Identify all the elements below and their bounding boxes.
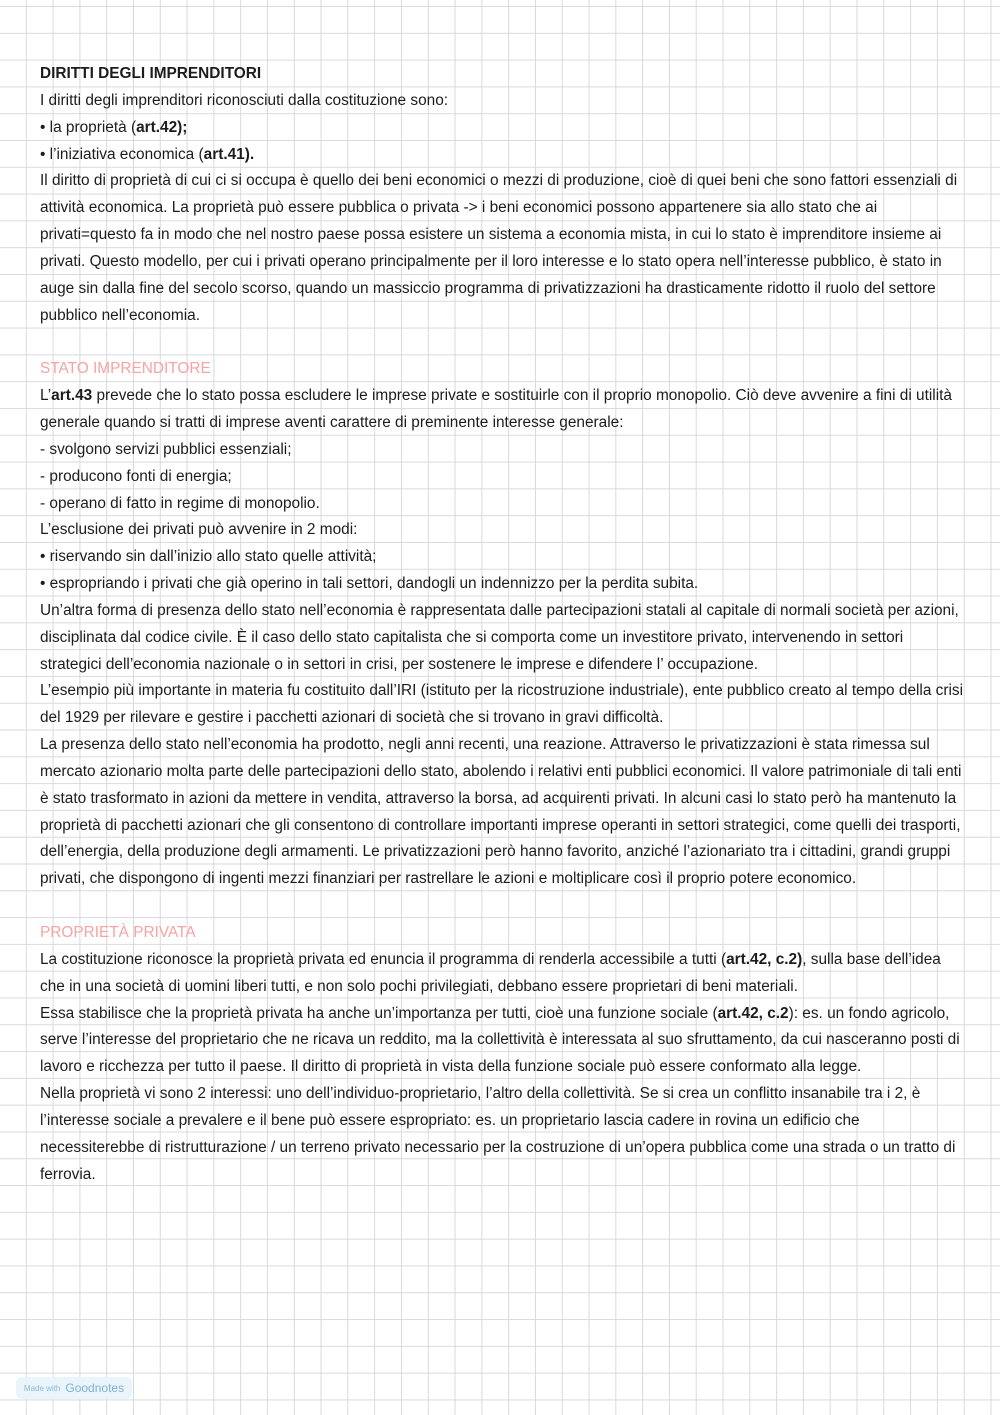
bullet-item [40,115,965,142]
body-paragraph: Nella proprietà vi sono 2 interessi: uno dell’individuo-proprietario, l’altro della collettività. Se si crea un conflitto insanabile tra i 2, è l’interesse sociale a prevalere e il bene può essere espropriato: es. un proprietario lascia cadere in rovina un edificio che necessiterebbe di ristrutturazione / un terreno privato necessario per la costruzione di un’opera pubblica come una strada o un tratto di ferrovia. [40,1085,956,1183]
bullet-text: • la proprietà ( [40,118,137,136]
section-spacer [40,329,965,356]
text-span: , sulla base dell’idea che in una società di uomini liberi tutti, e non solo pochi privilegiati, debbano essere proprietari di beni materiali. [40,950,941,995]
bullet-text: • l’iniziativa economica ( [40,145,204,163]
body-paragraph: L’esempio più importante in materia fu costituito dall’IRI (istituto per la ricostruzione industriale), ente pubblico creato al tempo della crisi del 1929 per rilevare e gestire i pacchetti azionari di società che si trovano in gravi difficoltà. [40,682,964,727]
text-span: Essa stabilisce che la proprietà privata ha anche un’importanza per tutti, cioè una funzione sociale ( [40,1004,718,1022]
section-title-stato-imprenditore: STATO IMPRENDITORE [40,360,211,378]
text-span: L’ [40,387,52,405]
text-span: ): es. un fondo agricolo, serve l’interesse del proprietario che ne ricava un reddito, ma la collettività è interessata al suo sfruttamento, da cui nasceranno posti di lavoro e ricchezza per tutto il paese. Il diritto di proprietà in vista della funzione sociale può essere conformato alla legge. [40,1004,960,1076]
article-reference: art.42, c.2) [726,950,803,968]
list-item: - operano di fatto in regime di monopolio. [40,494,320,512]
body-paragraph [40,383,965,437]
article-reference: art.42); [136,118,188,136]
section-spacer [40,893,965,920]
section-title-proprieta-privata: PROPRIETÀ PRIVATA [40,924,196,941]
bullet-item [40,142,965,169]
bullet-item: • riservando sin dall’inizio allo stato quelle attività; [40,548,377,566]
bullet-item: • espropriando i privati che già operino in tali settori, dandogli un indennizzo per la perdita subita. [40,575,699,593]
badge-made-with: Made with [23,1383,61,1393]
document-page [40,61,965,1188]
body-paragraph [40,1001,965,1082]
section-title-diritti: DIRITTI DEGLI IMPRENDITORI [40,65,262,82]
body-paragraph: La presenza dello stato nell’economia ha prodotto, negli anni recenti, una reazione. Attraverso le privatizzazioni è stata rimessa sul mercato azionario molta parte delle partecipazioni dello stato, abolendo i relativi enti pubblici economici. Il valore patrimoniale di tali enti è stato trasformato in azioni da mettere in vendita, attraverso la borsa, ad acquirenti privati. In alcuni casi lo stato però ha mantenuto la proprietà di pacchetti azionari che gli consentono di controllare importanti imprese operanti in settori strategici, come quelli dei trasporti, dell’energia, della produzione degli armamenti. Le privatizzazioni però hanno favorito, anziché l’azionariato tra i cittadini, grandi gruppi privati, che dispongono di ingenti mezzi finanziari per rastrellare le azioni e moltiplicare così il proprio potere economico. [40,736,962,888]
list-item: - svolgono servizi pubblici essenziali; [40,440,292,458]
article-reference: art.41). [203,145,255,163]
body-paragraph: Un’altra forma di presenza dello stato nell’economia è rappresentata dalle partecipazioni statali al capitale di normali società per azioni, disciplinata dal codice civile. È il caso dello stato capitalista che si comporta come un investitore privato, intervenendo in settori strategici dell’economia nazionale o in settori in crisi, per sostenere le imprese e difendere l’ occupazione. [40,601,959,673]
body-paragraph: L’esclusione dei privati può avvenire in 2 modi: [40,521,358,539]
article-reference: art.42, c.2 [717,1004,789,1022]
text-span: prevede che lo stato possa escludere le imprese private e sostituirle con il proprio monopolio. Ciò deve avvenire a fini di utilità generale quando si tratti di imprese aventi carattere di preminente interesse generale: [40,387,952,431]
article-reference: art.43 [51,387,93,405]
badge-brand-logo: Goodnotes [65,1381,125,1395]
list-item: - producono fonti di energia; [40,467,232,485]
body-paragraph: Il diritto di proprietà di cui ci si occupa è quello dei beni economici o mezzi di produzione, cioè di quei beni che sono fattori essenziali di attività economica. La proprietà può essere pubblica o privata -> i beni economici possono appartenere sia allo stato che ai privati=questo fa in modo che nel nostro paese possa esistere un sistema a economia mista, in cui lo stato è imprenditore insieme ai privati. Questo modello, per cui i privati operano principalmente per il loro interesse e lo stato opera nell’interesse pubblico, è stato in auge sin dalla fine del secolo scorso, quando un massiccio programma di privatizzazioni ha drasticamente ridotto il ruolo del settore pubblico nell’economia. [40,172,958,324]
body-paragraph [40,947,965,1001]
intro-paragraph: I diritti degli imprenditori riconosciuti dalla costituzione sono: [40,91,449,109]
text-span: La costituzione riconosce la proprietà privata ed enuncia il programma di renderla accessibile a tutti ( [40,950,727,968]
goodnotes-badge [16,1377,132,1399]
